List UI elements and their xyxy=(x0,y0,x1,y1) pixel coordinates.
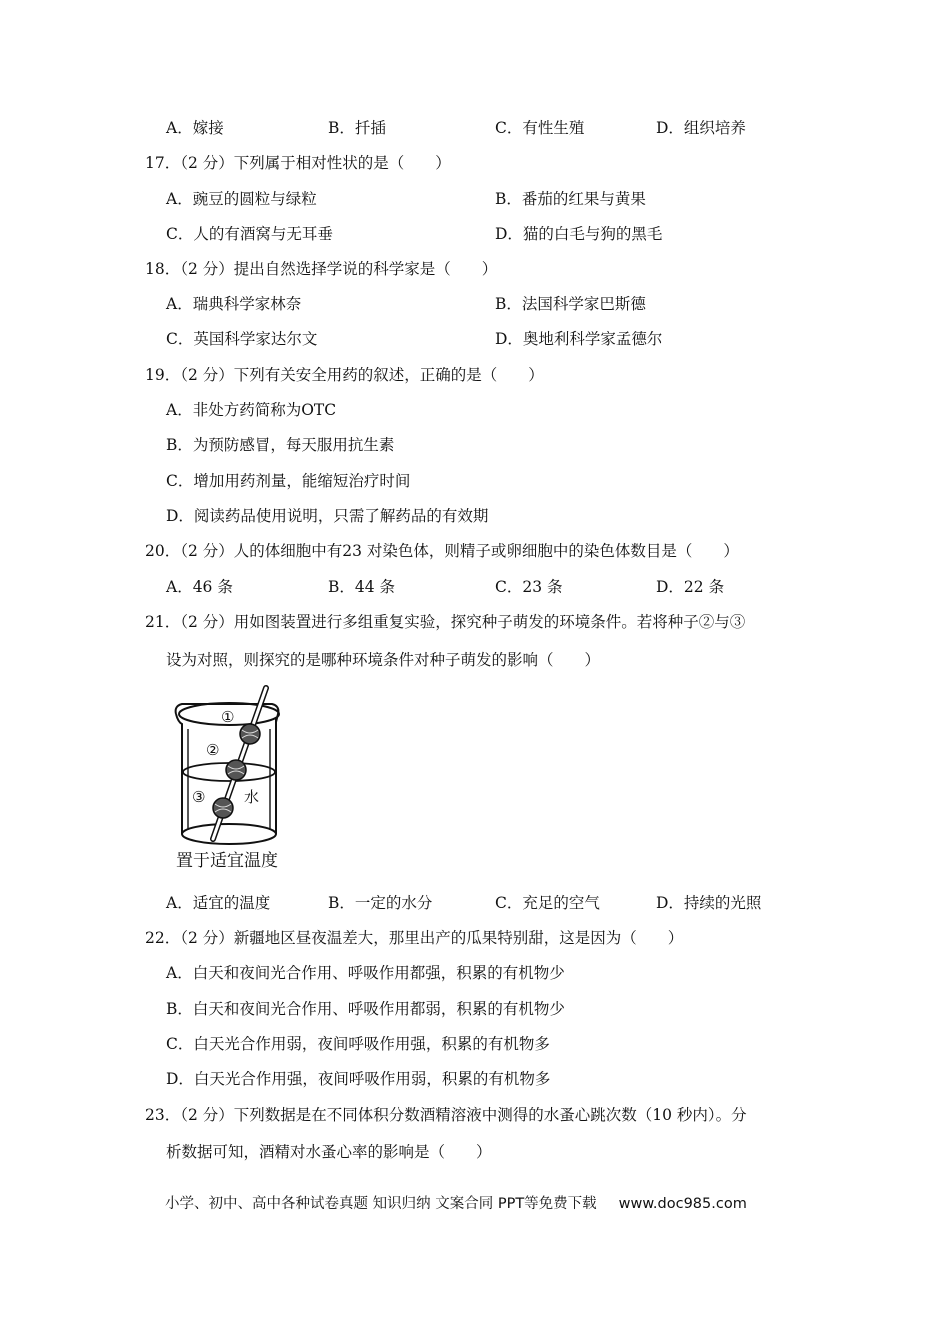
q20-option-c: C．23 条 xyxy=(495,578,563,596)
q21-option-b: B．一定的水分 xyxy=(328,894,433,912)
q20-option-d: D．22 条 xyxy=(656,578,725,596)
seed-3 xyxy=(213,798,233,818)
q20-option-a: A．46 条 xyxy=(166,578,233,596)
q23-stem-line1: 23．（2 分）下列数据是在不同体积分数酒精溶液中测得的水蚤心跳次数（10 秒内）。分 xyxy=(145,1106,747,1124)
q18-stem: 18．（2 分）提出自然选择学说的科学家是（ ） xyxy=(145,260,498,278)
q17-option-b: B．番茄的红果与黄果 xyxy=(495,190,646,208)
q19-stem: 19．（2 分）下列有关安全用药的叙述，正确的是（ ） xyxy=(145,366,544,384)
q21-option-a: A．适宜的温度 xyxy=(166,894,271,912)
q21-option-c: C．充足的空气 xyxy=(495,894,600,912)
q18-option-d: D．奥地利科学家孟德尔 xyxy=(495,330,663,348)
q18-option-b: B．法国科学家巴斯德 xyxy=(495,295,646,313)
q22-option-a: A．白天和夜间光合作用、呼吸作用都强，积累的有机物少 xyxy=(166,964,565,982)
q16-option-c: C．有性生殖 xyxy=(495,119,585,137)
q23-stem-line2: 析数据可知，酒精对水蚤心率的影响是（ ） xyxy=(166,1143,492,1161)
q19-option-a: A．非处方药简称为OTC xyxy=(166,401,337,419)
seed-germination-figure xyxy=(168,684,298,874)
footer-url[interactable]: www.doc985.com xyxy=(618,1196,747,1212)
q22-option-d: D．白天光合作用强，夜间呼吸作用弱，积累的有机物多 xyxy=(166,1070,551,1088)
label-seed-2: ② xyxy=(206,741,220,759)
q22-option-b: B．白天和夜间光合作用、呼吸作用都弱，积累的有机物少 xyxy=(166,1000,565,1018)
q19-option-b: B．为预防感冒，每天服用抗生素 xyxy=(166,436,395,454)
label-seed-3: ③ xyxy=(192,788,206,806)
q16-option-a: A．嫁接 xyxy=(166,119,224,137)
q16-option-d: D．组织培养 xyxy=(656,119,746,137)
seed-2 xyxy=(226,760,246,780)
beaker-illustration xyxy=(168,684,298,874)
seed-1 xyxy=(240,724,260,744)
q17-stem: 17．（2 分）下列属于相对性状的是（ ） xyxy=(145,154,451,172)
figure-caption: 置于适宜温度 xyxy=(176,851,278,871)
page-footer xyxy=(165,1192,747,1213)
q19-option-d: D．阅读药品使用说明，只需了解药品的有效期 xyxy=(166,507,489,525)
q20-option-b: B．44 条 xyxy=(328,578,396,596)
q21-option-d: D．持续的光照 xyxy=(656,894,762,912)
q20-stem: 20．（2 分）人的体细胞中有23 对染色体，则精子或卵细胞中的染色体数目是（ ） xyxy=(145,542,739,560)
q17-option-c: C．人的有酒窝与无耳垂 xyxy=(166,225,333,243)
footer-text: 小学、初中、高中各种试卷真题 知识归纳 文案合同 PPT等免费下载 xyxy=(165,1196,597,1212)
label-seed-1: ① xyxy=(221,708,235,726)
q17-option-a: A．豌豆的圆粒与绿粒 xyxy=(166,190,317,208)
water-label: 水 xyxy=(244,788,260,806)
q21-stem-line2: 设为对照，则探究的是哪种环境条件对种子萌发的影响（ ） xyxy=(166,651,601,669)
q18-option-a: A．瑞典科学家林奈 xyxy=(166,295,302,313)
q22-stem: 22．（2 分）新疆地区昼夜温差大，那里出产的瓜果特别甜，这是因为（ ） xyxy=(145,929,684,947)
q17-option-d: D．猫的白毛与狗的黑毛 xyxy=(495,225,663,243)
q22-option-c: C．白天光合作用弱，夜间呼吸作用强，积累的有机物多 xyxy=(166,1035,550,1053)
q19-option-c: C．增加用药剂量，能缩短治疗时间 xyxy=(166,472,411,490)
q21-stem-line1: 21．（2 分）用如图装置进行多组重复实验，探究种子萌发的环境条件。若将种子②与③ xyxy=(145,613,746,631)
q16-option-b: B．扦插 xyxy=(328,119,386,137)
q18-option-c: C．英国科学家达尔文 xyxy=(166,330,318,348)
